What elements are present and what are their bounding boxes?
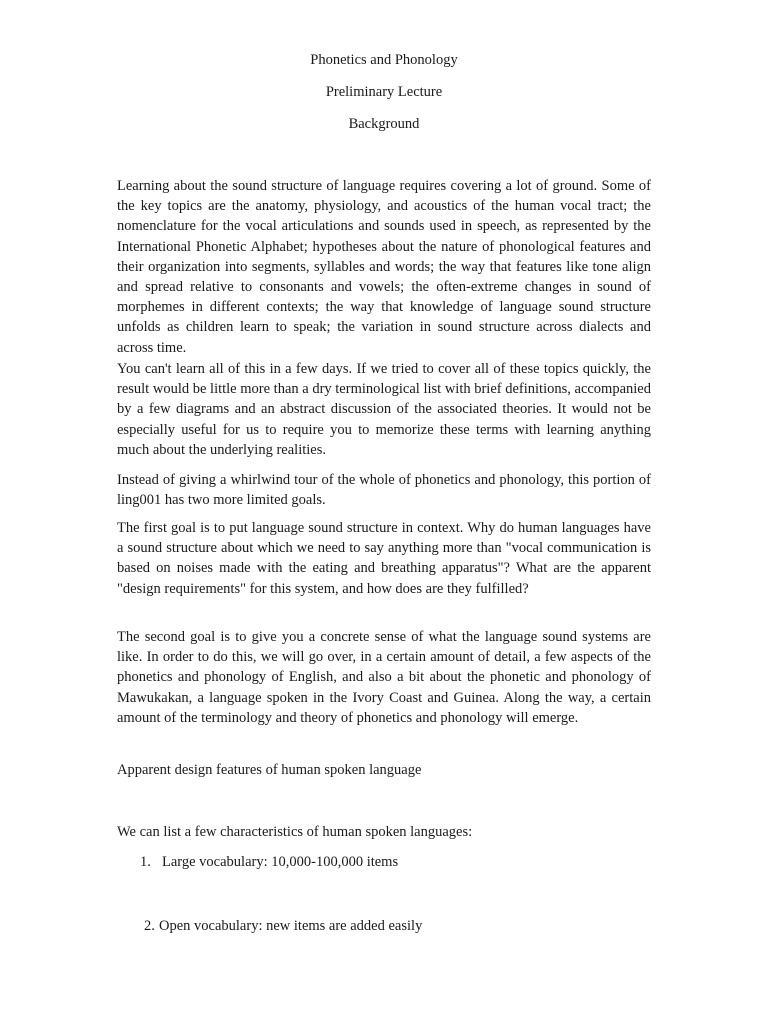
paragraph-cant-learn: You can't learn all of this in a few days. If we tried to cover all of these topics quickly, the result would be little more than a dry terminological list with brief definitions, accompanied by a few diagrams and an abstract discussion of the associated theories. It would not be especially useful for us to require you to memorize these terms with learning anything much about the underlying realities. [117,361,651,458]
subheading: Apparent design features of human spoken language [117,762,422,778]
paragraph-intro: Learning about the sound structure of language requires covering a lot of ground. Some of the key topics are the anatomy, physiology, and acoustics of the human vocal tract; the nomenclature for the vocal articulations and sounds used in speech, as represented by the International Phonetic Alphabet; hypotheses about the nature of phonological features and their organization into segments, syllables and words; the way that features like tone align and spread relative to consonants and vowels; the often-extreme changes in sound of morphemes in different contexts; the way that knowledge of language sound structure unfolds as children learn to speak; the variation in sound structure across dialects and across time. [117,178,651,356]
document-title: Phonetics and Phonology [310,52,458,68]
list-item-text: Large vocabulary: 10,000-100,000 items [162,854,399,870]
section-heading: Background [348,116,420,132]
paragraph-goals: Instead of giving a whirlwind tour of the whole of phonetics and phonology, this portion of ling001 has two more limited goals. [117,472,651,509]
list-intro: We can list a few characteristics of human spoken languages: [117,824,473,840]
list-item [144,917,422,935]
paragraph-second-goal: The second goal is to give you a concrete sense of what the language sound systems are like. In order to do this, we will go over, in a certain amount of detail, a few aspects of the phonetics and phonology of English, and also a bit about the phonetic and phonology of Mawukakan, a language spoken in the Ivory Coast and Guinea. Along the way, a certain amount of the terminology and theory of phonetics and phonology will emerge. [117,629,651,726]
list-item-text: Open vocabulary: new items are added easily [159,918,423,934]
document-subtitle: Preliminary Lecture [325,84,443,100]
paragraph-first-goal: The first goal is to put language sound structure in context. Why do human languages have a sound structure about which we need to say anything more than "vocal communication is based on noises made with the eating and breathing apparatus"? What are the apparent "design requirements" for this system, and how does are they fulfilled? [117,520,651,597]
list-item-number: 1. [140,854,151,870]
list-item [140,853,398,871]
list-item-number: 2. [144,918,155,934]
